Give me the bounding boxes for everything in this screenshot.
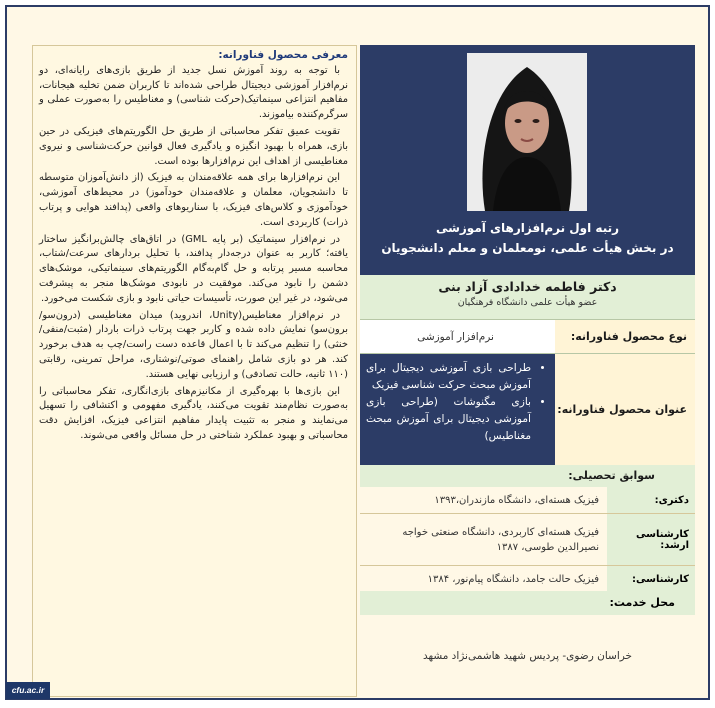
profile-panel: [360, 45, 695, 697]
education-row-bsc: [360, 565, 695, 592]
product-title-row: [360, 353, 695, 465]
portrait-photo: [467, 53, 587, 211]
description-paragraph: این بازی‌ها با بهره‌گیری از مکانیزم‌های بازی‌انگاری، تفکر محاسباتی را به‌صورت نظام‌مند تقویت می‌کنند، یادگیری مفهومی و اکتشافی را تسهیل می‌نمایند و منجر به تثبیت پایدار مفاهیم انتزاعی فیزیک، افزایش دقت محاسباتی و بهبود عملکرد شناختی در حل مسائل واقعی می‌شوند.: [39, 385, 348, 441]
description-paragraph: در نرم‌افزار سینماتیک (بر پایه GML) در اتاق‌های چالش‌برانگیز ساختار یافته؛ کاربر به عنوان درجه‌دار پدافند، با تحلیل بردارهای سرعت/شتاب، محاسبه مسیر پرتابه و حل گام‌به‌گام الگوریتم‌های سینماتیکی، موشک‌های دشمن را نابود می‌کند. موفقیت در نابودی موشک‌ها منجر به پیشرفت می‌شود، در غیر این صورت، تأسیسات حیاتی نابود و بازی شکست می‌خورد.: [39, 233, 348, 304]
rank-title: رتبه اول نرم‌افزارهای آموزشی: [435, 221, 620, 235]
person-name: دکتر فاطمه خدادادی آزاد بنی: [438, 279, 617, 294]
description-paragraph: با توجه به روند آموزش نسل جدید از طریق بازی‌های رایانه‌ای، دو نرم‌افزار آموزشی دیجیتال طراحی شده‌اند تا کاربران ضمن تخلیه هیجانات، مفاهیم انتزاعی سینماتیک(حرکت شناسی) و مغناطیس را به‌صورت عملی و سرگرم‌کننده بیاموزند.: [39, 64, 348, 121]
education-row-msc: [360, 513, 695, 566]
description-paragraph: تقویت عمیق تفکر محاسباتی از طریق حل الگوریتم‌های فیزیکی در حین بازی، همراه با بهبود انگیزه و یادگیری فعال قوانین حرکت‌شناسی و نیروی مغناطیسی از اهداف این نرم‌افزارها بوده است.: [39, 125, 348, 167]
product-title-list: [360, 354, 555, 465]
poster-frame: [5, 5, 710, 700]
profile-header: [360, 45, 695, 275]
description-paragraph: در نرم‌افزار مغناطیس(Unity، اندروید) میدان مغناطیسی (درون‌سو/برون‌سو) نمایش داده شده و کاربر جهت پرتاب ذرات باردار (مثبت/منفی/خنثی) را تنظیم می‌کند تا با اعمال قاعده دست راست/چپ به هدف برخورد کند. هر دو بازی شامل راهنمای صوتی/نوشتاری، مراحل تمرینی، رقابتی (۱۱۰ ثانیه، حالت تصادفی) و ارزیابی نهایی هستند.: [39, 309, 348, 380]
list-item: • بازی مگنوشات (طراحی بازی آموزشی دیجیتال برای آموزش مبحث مغناطیس): [366, 394, 531, 445]
education-value: فیزیک حالت جامد، دانشگاه پیام‌نور، ۱۳۸۴: [360, 566, 607, 592]
product-description-panel: [32, 45, 357, 697]
description-paragraph: این نرم‌افزارها برای همه علاقه‌مندان به فیزیک (از دانش‌آموزان متوسطه تا دانشجویان، معلمان و علاقه‌مندان خودآموز) در محیط‌های آموزشی، خودآموزی و کلاس‌های فیزیک، با سناریوهای واقعی (پدافند هوایی و پرتاب ذرات) کاربردی است.: [39, 172, 348, 228]
rank-subtitle: در بخش هیأت علمی، نومعلمان و معلم دانشجویان: [381, 241, 674, 255]
education-value: فیزیک هسته‌ای، دانشگاه مازندران،۱۳۹۳: [360, 487, 607, 513]
education-label: دکتری:: [607, 487, 695, 513]
list-item: • طراحی بازی آموزشی دیجیتال برای آموزش مبحث حرکت شناسی فیزیک: [366, 360, 531, 394]
product-type-row: [360, 319, 695, 353]
description-title: معرفی محصول فناورانه:: [218, 49, 348, 61]
person-box: [360, 275, 695, 319]
site-logo[interactable]: cfu.ac.ir: [6, 682, 50, 699]
product-type-label: نوع محصول فناورانه:: [555, 320, 695, 353]
service-heading: محل خدمت:: [360, 591, 695, 615]
education-value: فیزیک هسته‌ای کاربردی، دانشگاه صنعتی خواجه نصیرالدین طوسی، ۱۳۸۷: [360, 514, 607, 566]
person-affiliation: عضو هیأت علمی دانشگاه فرهنگیان: [457, 297, 598, 308]
product-title-label: عنوان محصول فناورانه:: [555, 354, 695, 465]
education-label: کارشناسی ارشد:: [607, 514, 695, 566]
education-heading: سوابق تحصیلی:: [360, 465, 695, 487]
service-location: خراسان رضوی- پردیس شهید هاشمی‌نژاد مشهد: [360, 615, 695, 697]
portrait-illustration: [467, 53, 587, 211]
education-label: کارشناسی:: [607, 566, 695, 592]
product-type-value: نرم‌افزار آموزشی: [360, 320, 555, 353]
education-row-phd: [360, 487, 695, 513]
